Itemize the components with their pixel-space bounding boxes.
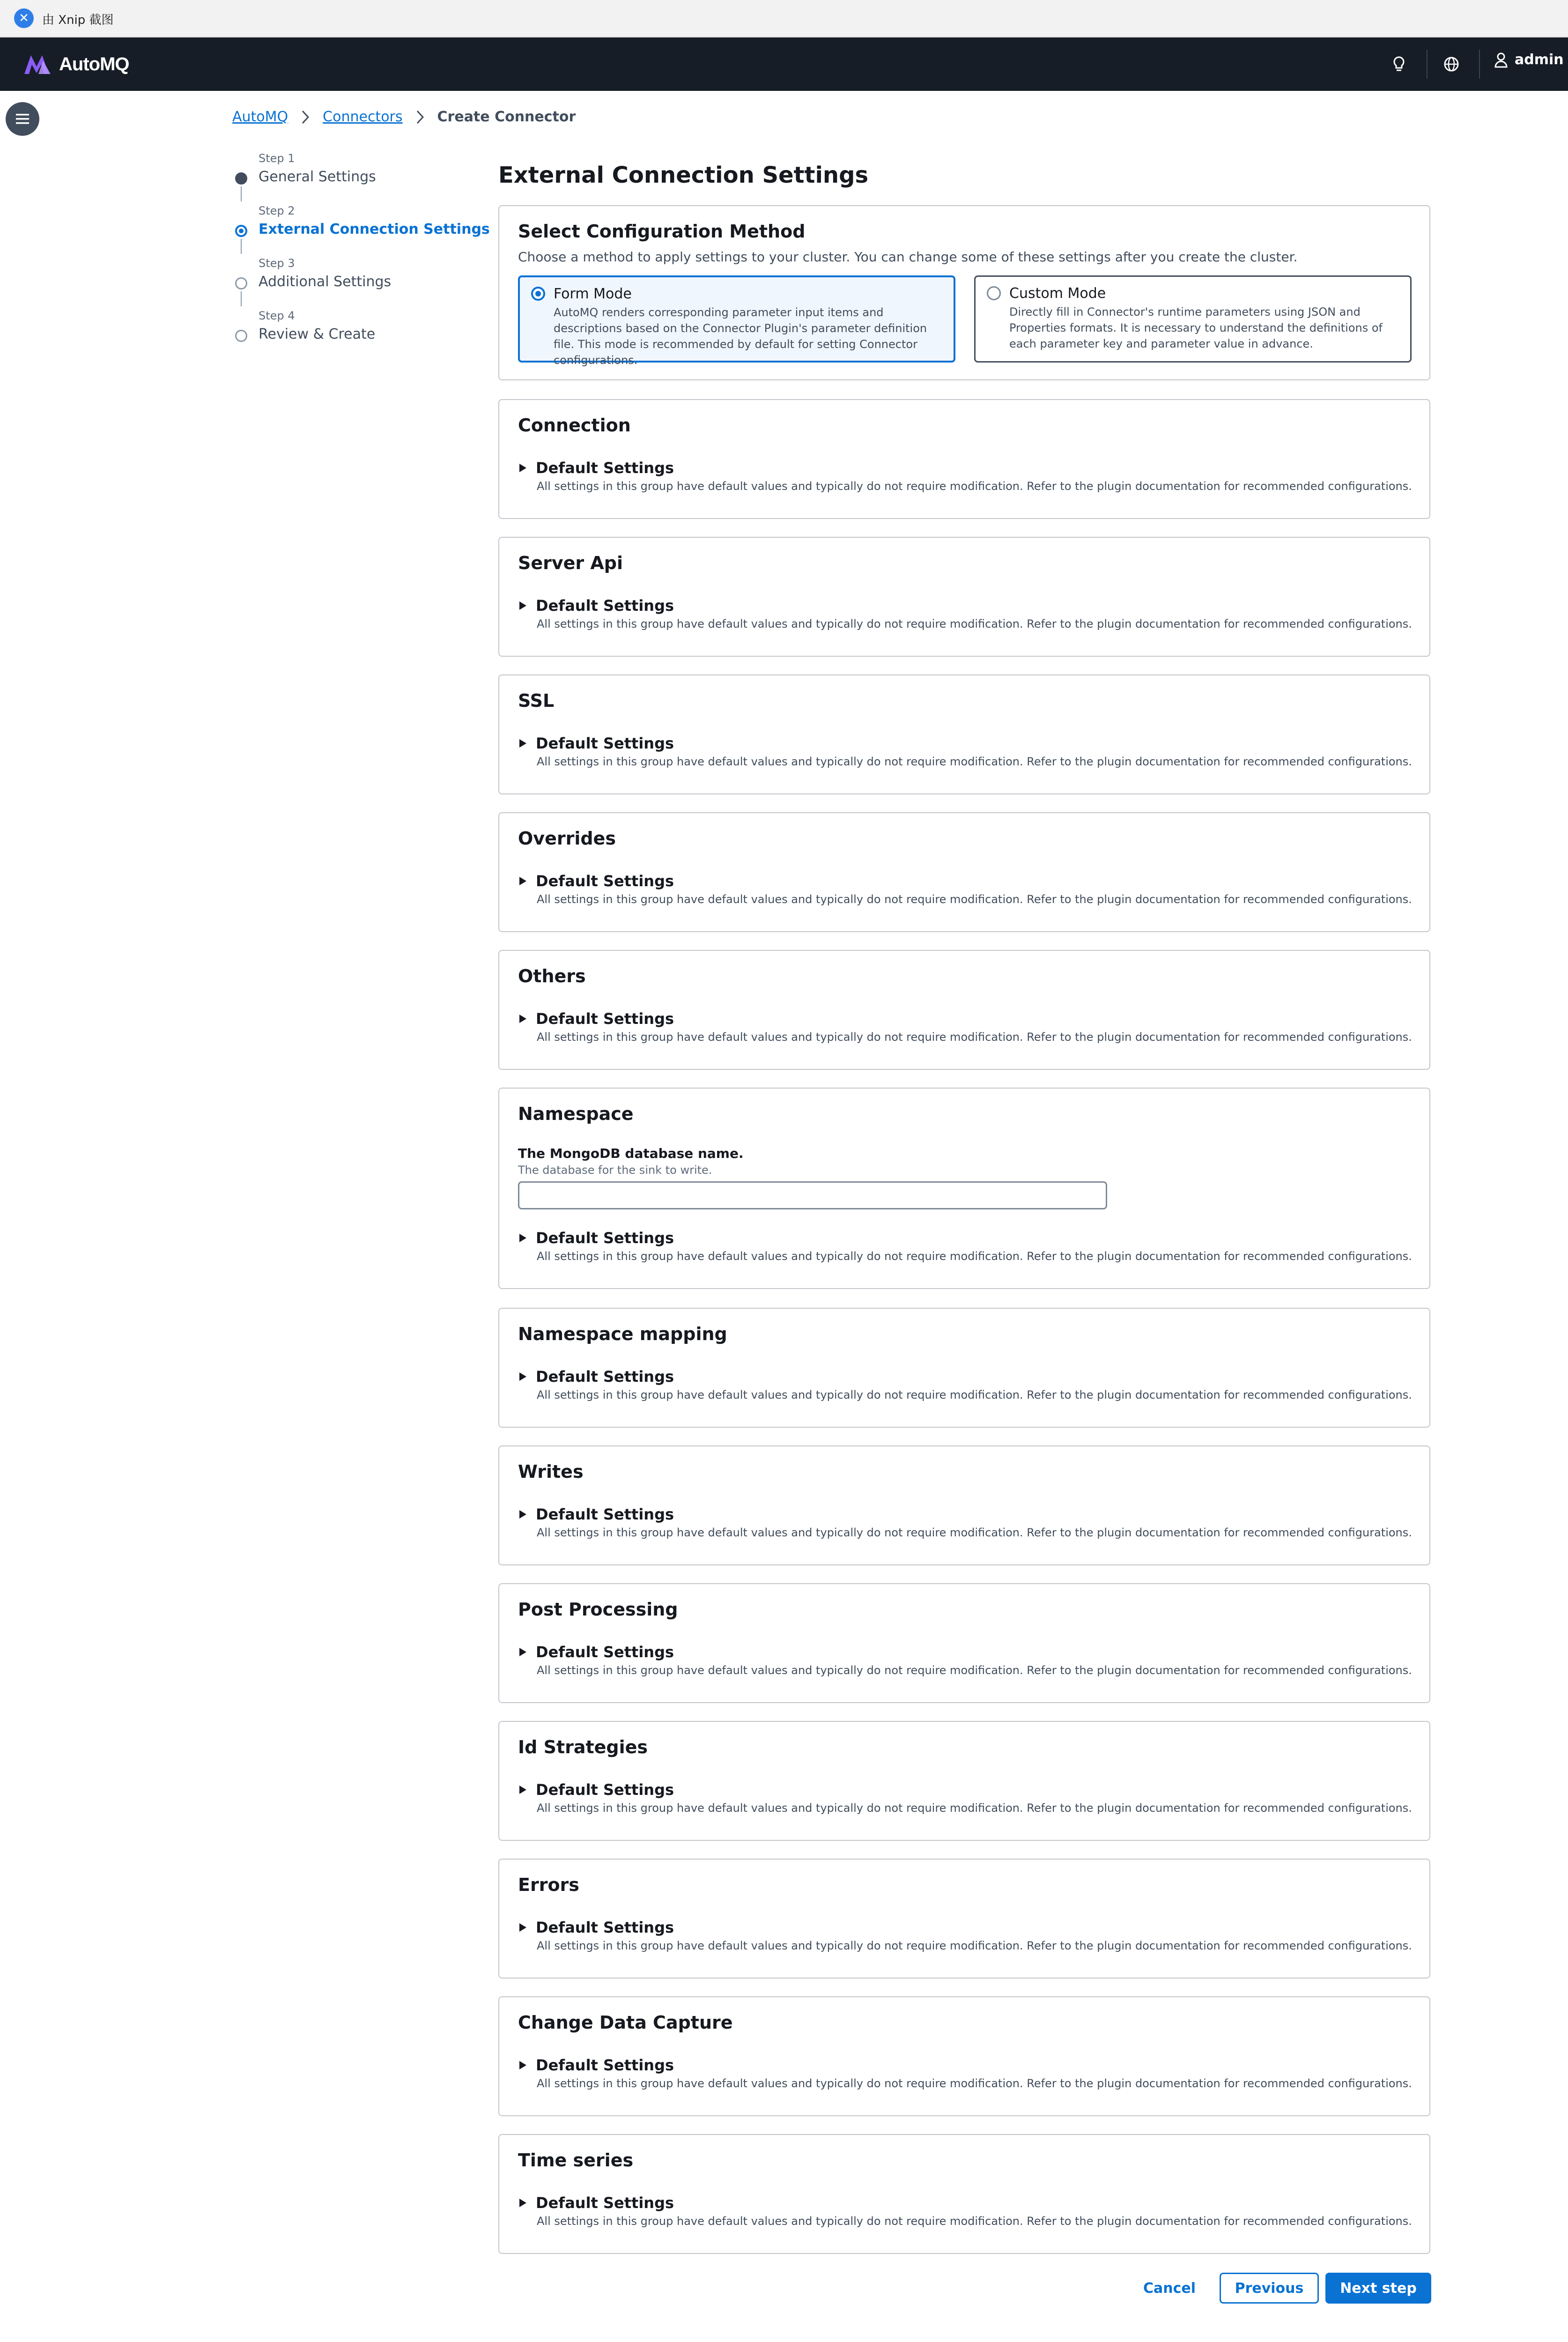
step-pending-icon <box>235 277 247 289</box>
group-panel-errors <box>498 1859 1430 1979</box>
group-title: Overrides <box>518 828 616 849</box>
default-settings-expander[interactable] <box>518 1010 674 1028</box>
caret-right-icon <box>518 2060 527 2070</box>
group-panel-connection <box>498 399 1430 519</box>
expander-description: All settings in this group have default values and typically do not require modification. Refer to the plugin documentation for recommended configurations. <box>537 2077 1412 2090</box>
expander-description: All settings in this group have default values and typically do not require modification. Refer to the plugin documentation for recommended configurations. <box>537 1939 1412 1952</box>
expander-label: Default Settings <box>536 872 674 890</box>
step-external-connection-settings[interactable] <box>232 201 490 239</box>
expander-label: Default Settings <box>536 2056 674 2074</box>
database-field-hint: The database for the sink to write. <box>518 1164 712 1177</box>
group-title: Errors <box>518 1875 579 1895</box>
expander-label: Default Settings <box>536 1229 674 1247</box>
radio-unselected-icon[interactable] <box>987 286 1001 300</box>
group-title: Namespace <box>518 1104 634 1124</box>
caret-right-icon <box>518 1785 527 1795</box>
next-step-button[interactable]: Next step <box>1325 2273 1431 2304</box>
tile-title: Form Mode <box>554 286 632 302</box>
expander-description: All settings in this group have default values and typically do not require modification. Refer to the plugin documentation for recommended configurations. <box>537 893 1412 906</box>
step-active-icon <box>235 225 247 237</box>
caret-right-icon <box>518 1014 527 1024</box>
step-number: Step 2 <box>259 204 295 217</box>
default-settings-expander[interactable] <box>518 1643 674 1661</box>
expander-description: All settings in this group have default values and typically do not require modification. Refer to the plugin documentation for recommended configurations. <box>537 480 1412 493</box>
step-title: Review & Create <box>259 326 376 342</box>
database-field-label: The MongoDB database name. <box>518 1146 744 1161</box>
caret-right-icon <box>518 463 527 473</box>
xnip-logo-icon: ✕ <box>14 8 34 28</box>
tile-title: Custom Mode <box>1009 285 1106 302</box>
step-number: Step 1 <box>259 152 295 165</box>
expander-label: Default Settings <box>536 2194 674 2212</box>
breadcrumb <box>232 109 576 125</box>
expander-label: Default Settings <box>536 1505 674 1523</box>
lightbulb-icon[interactable] <box>1388 53 1410 75</box>
caret-right-icon <box>518 1233 527 1243</box>
caret-right-icon <box>518 738 527 749</box>
default-settings-expander[interactable] <box>518 1229 674 1247</box>
chevron-right-icon <box>415 109 425 125</box>
expander-label: Default Settings <box>536 1643 674 1661</box>
group-panel-writes <box>498 1445 1430 1565</box>
panel-description: Choose a method to apply settings to your cluster. You can change some of these settings after you create the cluster. <box>518 249 1298 265</box>
form-mode-tile[interactable] <box>518 275 955 367</box>
default-settings-expander[interactable] <box>518 459 674 477</box>
group-title: Post Processing <box>518 1599 678 1620</box>
group-panel-namespace <box>498 1088 1430 1289</box>
step-connector-line <box>241 291 242 306</box>
radio-selected-icon[interactable] <box>531 287 545 301</box>
group-panel-time-series <box>498 2134 1430 2254</box>
group-title: Change Data Capture <box>518 2012 733 2033</box>
user-menu[interactable] <box>1494 52 1564 68</box>
breadcrumb-connectors[interactable]: Connectors <box>323 109 403 125</box>
step-number: Step 3 <box>259 257 295 270</box>
database-name-input[interactable] <box>518 1181 1107 1209</box>
expander-label: Default Settings <box>536 597 674 615</box>
panel-title: Select Configuration Method <box>518 221 806 242</box>
breadcrumb-current: Create Connector <box>437 109 576 125</box>
hamburger-icon <box>15 112 30 126</box>
step-additional-settings <box>232 254 476 291</box>
previous-button[interactable]: Previous <box>1220 2273 1319 2304</box>
group-panel-others <box>498 950 1430 1070</box>
group-panel-namespace-mapping <box>498 1308 1430 1428</box>
group-title: Writes <box>518 1461 584 1482</box>
step-general-settings[interactable] <box>232 149 476 186</box>
caret-right-icon <box>518 2198 527 2208</box>
custom-mode-tile[interactable] <box>974 275 1412 363</box>
step-done-icon <box>235 172 247 185</box>
capture-bar-text: 由 Xnip 截图 <box>42 13 114 27</box>
default-settings-expander[interactable] <box>518 1505 674 1523</box>
expander-label: Default Settings <box>536 459 674 477</box>
group-panel-id-strategies <box>498 1721 1430 1841</box>
cancel-button[interactable]: Cancel <box>1139 2274 1200 2303</box>
group-panel-change-data-capture <box>498 1996 1430 2116</box>
default-settings-expander[interactable] <box>518 1368 674 1386</box>
nav-divider <box>1479 50 1480 79</box>
step-title: External Connection Settings <box>259 221 490 237</box>
default-settings-expander[interactable] <box>518 1781 674 1799</box>
expander-description: All settings in this group have default values and typically do not require modification. Refer to the plugin documentation for recommended configurations. <box>537 755 1412 768</box>
caret-right-icon <box>518 1371 527 1382</box>
expander-description: All settings in this group have default values and typically do not require modification. Refer to the plugin documentation for recommended configurations. <box>537 2215 1412 2228</box>
expander-label: Default Settings <box>536 1010 674 1028</box>
group-title: Id Strategies <box>518 1737 648 1757</box>
expander-description: All settings in this group have default values and typically do not require modification. Refer to the plugin documentation for recommended configurations. <box>537 617 1412 630</box>
group-panel-post-processing <box>498 1583 1430 1703</box>
expander-label: Default Settings <box>536 1919 674 1936</box>
breadcrumb-automq[interactable]: AutoMQ <box>232 109 288 125</box>
group-title: Others <box>518 966 586 986</box>
expander-description: All settings in this group have default values and typically do not require modification. Refer to the plugin documentation for recommended configurations. <box>537 1388 1412 1401</box>
expander-description: All settings in this group have default values and typically do not require modification. Refer to the plugin documentation for recommended configurations. <box>537 1526 1412 1539</box>
page-title: External Connection Settings <box>498 162 869 188</box>
default-settings-expander[interactable] <box>518 597 674 615</box>
group-panel-overrides <box>498 812 1430 932</box>
default-settings-expander[interactable] <box>518 734 674 752</box>
expander-description: All settings in this group have default values and typically do not require modification. Refer to the plugin documentation for recommended configurations. <box>537 1801 1412 1815</box>
brand[interactable] <box>22 51 129 78</box>
step-pending-icon <box>235 330 247 342</box>
default-settings-expander[interactable] <box>518 2194 674 2212</box>
step-number: Step 4 <box>259 309 295 322</box>
tile-description: Directly fill in Connector's runtime parameters using JSON and Properties formats. It is necessary to understand the definitions of each parameter key and parameter value in advance. <box>1009 305 1383 350</box>
group-title: Time series <box>518 2150 634 2171</box>
step-title: Additional Settings <box>259 274 392 290</box>
globe-icon[interactable] <box>1441 53 1462 75</box>
default-settings-expander[interactable] <box>518 1919 674 1936</box>
top-navigation <box>0 37 1568 91</box>
caret-right-icon <box>518 1647 527 1657</box>
expander-label: Default Settings <box>536 1368 674 1386</box>
side-menu-button[interactable] <box>6 102 39 136</box>
group-title: Namespace mapping <box>518 1324 727 1344</box>
group-title: SSL <box>518 690 555 711</box>
brand-name: AutoMQ <box>59 53 129 74</box>
wizard-steps <box>232 149 490 355</box>
capture-bar <box>0 0 1568 37</box>
default-settings-expander[interactable] <box>518 872 674 890</box>
step-review-create <box>232 306 476 344</box>
automq-logo-icon <box>22 52 52 76</box>
config-method-panel <box>498 205 1430 380</box>
step-title: General Settings <box>259 169 376 185</box>
expander-description: All settings in this group have default values and typically do not require modification. Refer to the plugin documentation for recommended configurations. <box>537 1030 1412 1044</box>
step-connector-line <box>241 239 242 254</box>
caret-right-icon <box>518 600 527 611</box>
chevron-right-icon <box>300 109 311 125</box>
user-icon <box>1494 52 1508 68</box>
default-settings-expander[interactable] <box>518 2056 674 2074</box>
tile-description: AutoMQ renders corresponding parameter input items and descriptions based on the Connector Plugin's parameter definition file. This mode is recommended by default for setting Connector configurations. <box>554 306 927 367</box>
caret-right-icon <box>518 1922 527 1933</box>
user-name: admin <box>1515 52 1564 68</box>
group-title: Connection <box>518 415 631 436</box>
expander-description: All settings in this group have default values and typically do not require modification. Refer to the plugin documentation for recommended configurations. <box>537 1250 1412 1263</box>
group-title: Server Api <box>518 553 623 573</box>
caret-right-icon <box>518 876 527 886</box>
group-panel-server-api <box>498 537 1430 657</box>
expander-description: All settings in this group have default values and typically do not require modification. Refer to the plugin documentation for recommended configurations. <box>537 1664 1412 1677</box>
step-connector-line <box>241 186 242 201</box>
expander-label: Default Settings <box>536 1781 674 1799</box>
expander-label: Default Settings <box>536 734 674 752</box>
group-panel-ssl <box>498 674 1430 794</box>
caret-right-icon <box>518 1509 527 1519</box>
